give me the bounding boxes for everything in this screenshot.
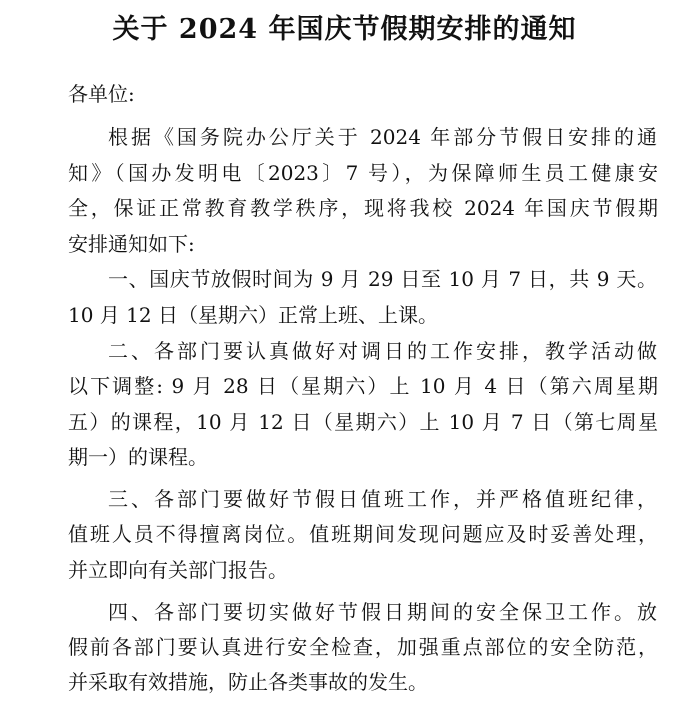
item-1-line-1: 一、国庆节放假时间为 9 月 29 日至 10 月 7 日，共 9 天。 [108,267,657,291]
item-3-line-2: 值班人员不得擅离岗位。值班期间发现问题应及时妥善处理， [68,522,658,546]
item-2-line-1: 二、各部门要认真做好对调日的工作安排，教学活动做 [108,339,657,363]
item-3-line-3: 并立即向有关部门报告。 [68,558,288,582]
salutation: 各单位: [68,82,135,106]
item-3-line-1: 三、各部门要做好节假日值班工作，并严格值班纪律， [108,487,657,511]
paragraph-intro-line-1: 根据《国务院办公厅关于 2024 年部分节假日安排的通 [108,125,657,149]
paragraph-intro-line-2: 知》（国办发明电〔2023〕7 号），为保障师生员工健康安 [68,161,658,185]
paragraph-intro-line-4: 安排通知如下: [68,232,195,256]
item-4-line-1: 四、各部门要切实做好节假日期间的安全保卫工作。放 [108,600,657,624]
paragraph-intro-line-3: 全，保证正常教育教学秩序，现将我校 2024 年国庆节假期 [68,196,658,220]
item-2-line-2: 以下调整: 9 月 28 日（星期六）上 10 月 4 日（第六周星期 [68,374,658,398]
document-title: 关于 2024 年国庆节假期安排的通知 [112,14,577,45]
item-4-line-2: 假前各部门要认真进行安全检查，加强重点部位的安全防范， [68,635,658,659]
item-4-line-3: 并采取有效措施，防止各类事故的发生。 [68,670,428,694]
item-2-line-3: 五）的课程，10 月 12 日（星期六）上 10 月 7 日（第七周星 [68,410,658,434]
item-2-line-4: 期一）的课程。 [68,445,208,469]
item-1-line-2: 10 月 12 日（星期六）正常上班、上课。 [68,303,438,327]
